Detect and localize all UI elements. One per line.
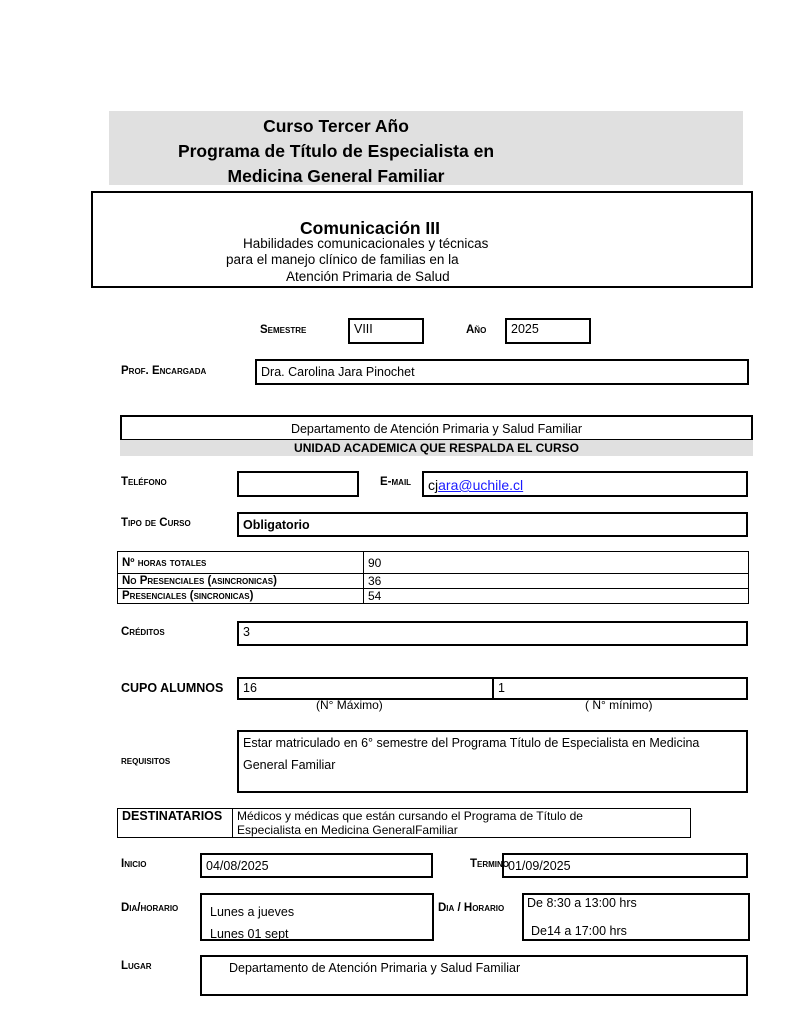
destinatarios-table — [117, 808, 691, 838]
dia-horario-field[interactable] — [200, 893, 434, 941]
header-line2: Programa de Título de Especialista en — [177, 141, 495, 161]
horas-label: Presenciales (sincronicas) — [118, 589, 364, 604]
cupo-max-caption: (N° Máximo) — [316, 698, 383, 712]
table-row — [118, 589, 749, 604]
course-title: Comunicación III — [300, 218, 441, 238]
table-row — [118, 809, 691, 838]
email-prefix: cj — [428, 477, 439, 493]
destinatarios-line1: Médicos y médicas que están cursando el Programa de Título de — [237, 809, 583, 823]
header-line1: Curso Tercer Año — [263, 116, 409, 136]
email-link[interactable]: ara@uchile.cl — [438, 477, 524, 493]
anio-field[interactable]: 2025 — [505, 318, 591, 344]
lugar-field[interactable]: Departamento de Atención Primaria y Salud Familiar — [200, 955, 748, 996]
lugar-label: Lugar — [121, 960, 152, 972]
inicio-label: Inicio — [121, 858, 147, 870]
semestre-field[interactable]: VIII — [348, 318, 424, 344]
course-subtitle-1: Habilidades comunicacionales y técnicas — [243, 236, 489, 251]
horas-value: 54 — [364, 589, 749, 604]
horario-line1: De 8:30 a 13:00 hrs — [527, 896, 637, 910]
requisitos-line1: Estar matriculado en 6° semestre del Programa Título de Especialista en Medicina — [243, 736, 700, 750]
termino-field[interactable]: 01/09/2025 — [502, 853, 748, 878]
dia-horario-line2: Lunes 01 sept — [210, 927, 289, 941]
requisitos-label: requisitos — [121, 755, 171, 767]
requisitos-field[interactable] — [237, 730, 748, 793]
telefono-label: Teléfono — [121, 476, 167, 488]
cupo-min-caption: ( N° mínimo) — [585, 698, 653, 712]
horas-table — [117, 551, 749, 604]
course-title-box — [91, 191, 753, 288]
horas-value: 90 — [364, 552, 749, 574]
creditos-field[interactable]: 3 — [237, 621, 748, 646]
email-label: E-mail — [380, 476, 412, 488]
tipo-curso-field[interactable]: Obligatorio — [237, 512, 748, 537]
course-subtitle-3: Atención Primaria de Salud — [286, 269, 450, 284]
creditos-label: Créditos — [121, 626, 165, 638]
horas-label: Nº horas totales — [118, 552, 364, 574]
requisitos-line2: General Familiar — [243, 758, 336, 772]
anio-label: Año — [466, 324, 487, 336]
horario-field[interactable] — [522, 893, 750, 941]
cupo-label: CUPO ALUMNOS — [121, 681, 224, 695]
cupo-max-field[interactable]: 16 — [237, 677, 494, 700]
tipo-curso-label: Tipo de Curso — [121, 517, 191, 529]
dia-horario-line1: Lunes a jueves — [210, 905, 295, 919]
telefono-field[interactable] — [237, 471, 359, 497]
profesora-label: Prof. Encargada — [121, 365, 207, 377]
unidad-label: UNIDAD ACADEMICA QUE RESPALDA EL CURSO — [120, 440, 753, 456]
dia-horario-label: Dia/horario — [121, 902, 179, 914]
unidad-field[interactable]: Departamento de Atención Primaria y Salud Familiar — [120, 415, 753, 441]
semestre-label: Semestre — [260, 324, 307, 336]
horario-label: Dia / Horario — [438, 902, 505, 914]
cupo-min-field[interactable]: 1 — [492, 677, 748, 700]
horario-line2: De14 a 17:00 hrs — [531, 924, 627, 938]
course-subtitle-2: para el manejo clínico de familias en la — [226, 252, 459, 267]
destinatarios-line2: Especialista en Medicina GeneralFamiliar — [237, 823, 458, 837]
email-field[interactable] — [422, 471, 748, 497]
destinatarios-label: DESTINATARIOS — [118, 809, 233, 838]
horas-label: No Presenciales (asincronicas) — [118, 574, 364, 589]
termino-label: Termino — [470, 858, 510, 870]
table-row — [118, 574, 749, 589]
header-line3: Medicina General Familiar — [227, 166, 445, 186]
table-row — [118, 552, 749, 574]
profesora-field[interactable]: Dra. Carolina Jara Pinochet — [255, 359, 749, 385]
inicio-field[interactable]: 04/08/2025 — [200, 853, 433, 878]
program-header — [109, 111, 743, 185]
horas-value: 36 — [364, 574, 749, 589]
